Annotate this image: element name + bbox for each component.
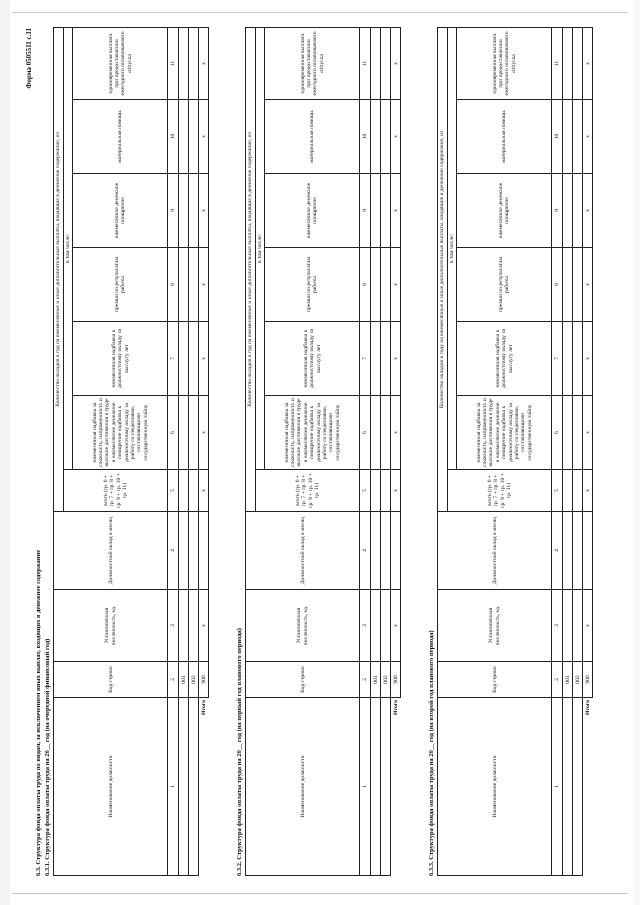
col-num: 4 — [552, 512, 563, 590]
total-mark: x — [199, 470, 209, 512]
cell[interactable] — [563, 27, 573, 99]
total-cell — [583, 512, 593, 590]
col-num: 5 — [168, 470, 179, 512]
total-code: 900 — [583, 662, 593, 698]
col-num: 10 — [360, 100, 371, 174]
cell[interactable] — [381, 396, 391, 470]
cell[interactable] — [573, 590, 583, 662]
col-staff-header: Установленная численность, ед. — [54, 590, 168, 662]
total-label: Итого — [584, 700, 591, 716]
col-salary-header: Должностной оклад в месяц — [246, 512, 360, 590]
col-num: 11 — [552, 27, 563, 99]
col-num: 5 — [552, 470, 563, 512]
col-num: 10 — [552, 100, 563, 174]
col-num: 3 — [360, 590, 371, 662]
col-7-header: ежемесячная надбавка к должностному окладу за выслугу лет — [457, 322, 552, 396]
col-11-header: единовременная выплата при предоставлении ежегодного оплачиваемого отпуска — [265, 27, 360, 99]
total-label: Итого — [392, 700, 399, 716]
cell[interactable] — [179, 100, 189, 174]
table-row — [189, 27, 199, 875]
cell-code: 002 — [573, 662, 583, 698]
cell[interactable] — [371, 174, 381, 248]
group-sub-header: в том числе: — [256, 27, 265, 469]
col-num: 1 — [168, 698, 179, 876]
block-2-table — [245, 27, 401, 876]
scan-top-line — [12, 12, 628, 13]
col-9-header: ежемесячное денежное поощрение — [265, 174, 360, 248]
col-name-header: Наименование должности — [246, 698, 360, 876]
cell[interactable] — [179, 470, 189, 512]
block-1-table — [53, 27, 209, 876]
cell[interactable] — [573, 248, 583, 322]
col-staff-header: Установленная численность, ед. — [246, 590, 360, 662]
cell[interactable] — [381, 470, 391, 512]
col-num: 2 — [360, 662, 371, 698]
total-mark: x — [391, 248, 401, 322]
cell[interactable] — [189, 174, 199, 248]
cell[interactable] — [189, 512, 199, 590]
cell[interactable] — [371, 322, 381, 396]
cell[interactable] — [563, 590, 573, 662]
total-mark: x — [199, 322, 209, 396]
col-num: 4 — [168, 512, 179, 590]
total-mark: x — [199, 27, 209, 99]
col-9-header: ежемесячное денежное поощрение — [457, 174, 552, 248]
cell-name[interactable] — [189, 698, 199, 876]
cell[interactable] — [371, 27, 381, 99]
cell[interactable] — [381, 248, 391, 322]
cell[interactable] — [563, 248, 573, 322]
cell[interactable] — [179, 27, 189, 99]
col-num: 6 — [168, 396, 179, 470]
cell[interactable] — [573, 512, 583, 590]
col-10-header: материальная помощь — [457, 100, 552, 174]
cell-name[interactable] — [563, 698, 573, 876]
total-code: 900 — [391, 662, 401, 698]
col-10-header: материальная помощь — [73, 100, 168, 174]
total-mark: x — [583, 100, 593, 174]
col-code-header: Код строки — [246, 662, 360, 698]
cell[interactable] — [189, 470, 199, 512]
col-num: 4 — [360, 512, 371, 590]
cell[interactable] — [573, 27, 583, 99]
cell[interactable] — [179, 590, 189, 662]
total-cell — [391, 512, 401, 590]
cell-code: 001 — [563, 662, 573, 698]
cell[interactable] — [189, 27, 199, 99]
col-11-header: единовременная выплата при предоставлении ежегодного оплачиваемого отпуска — [457, 27, 552, 99]
total-mark: x — [391, 27, 401, 99]
col-10-header: материальная помощь — [265, 100, 360, 174]
col-total-header: всего (гр. 6 + гр. 7 + гр. 8 + гр. 9 + гр. 10 + гр. 11) — [256, 470, 360, 512]
group-sub-header: в том числе: — [448, 27, 457, 469]
cell[interactable] — [189, 248, 199, 322]
cell[interactable] — [573, 100, 583, 174]
cell[interactable] — [573, 396, 583, 470]
total-mark: x — [391, 590, 401, 662]
scan-bottom-line — [12, 893, 628, 894]
total-mark: x — [199, 100, 209, 174]
cell[interactable] — [381, 100, 391, 174]
total-mark: x — [391, 100, 401, 174]
col-num: 6 — [360, 396, 371, 470]
col-num: 10 — [168, 100, 179, 174]
col-num: 9 — [360, 174, 371, 248]
section-title: 6.3. Структура фонда оплаты труда по видам, за исключением иных выплат, входящих в денежное содержание — [35, 549, 42, 876]
col-total-header: всего (гр. 6 + гр. 7 + гр. 8 + гр. 9 + гр. 10 + гр. 11) — [448, 470, 552, 512]
cell[interactable] — [563, 470, 573, 512]
col-6-header: ежемесячная надбавка за сложность, напряженность и высокие достижения в труде и ежемесячное денежное поощрение надбавка к должностному окладу за работу со сведениями, составляющими государственную тайну — [265, 396, 360, 470]
col-6-header: ежемесячная надбавка за сложность, напряженность и высокие достижения в труде и ежемесячное денежное поощрение надбавка к должностному окладу за работу со сведениями, составляющими государственную тайну — [457, 396, 552, 470]
table-row — [573, 27, 583, 875]
total-mark: x — [199, 396, 209, 470]
cell-name[interactable] — [371, 698, 381, 876]
cell-name[interactable] — [381, 698, 391, 876]
cell[interactable] — [573, 174, 583, 248]
table-row — [381, 27, 391, 875]
col-num: 3 — [168, 590, 179, 662]
col-num: 11 — [168, 27, 179, 99]
col-num: 3 — [552, 590, 563, 662]
col-code-header: Код строки — [438, 662, 552, 698]
cell[interactable] — [189, 322, 199, 396]
col-num: 6 — [552, 396, 563, 470]
cell[interactable] — [189, 100, 199, 174]
cell-code: 001 — [179, 662, 189, 698]
total-mark: x — [199, 174, 209, 248]
col-num: 7 — [360, 322, 371, 396]
cell[interactable] — [381, 512, 391, 590]
cell[interactable] — [573, 322, 583, 396]
cell-code: 001 — [371, 662, 381, 698]
col-num: 2 — [168, 662, 179, 698]
table-row — [563, 27, 573, 875]
cell[interactable] — [573, 470, 583, 512]
col-7-header: ежемесячная надбавка к должностному окладу за выслугу лет — [265, 322, 360, 396]
cell[interactable] — [371, 512, 381, 590]
group-header: Количество окладов в год на ежемесячные и иные дополнительные выплаты, входящие в денежное содержание, из — [54, 27, 64, 511]
cell[interactable] — [381, 174, 391, 248]
cell[interactable] — [371, 248, 381, 322]
total-mark: x — [583, 396, 593, 470]
total-mark: x — [583, 27, 593, 99]
col-8-header: премии по результатам работы — [265, 248, 360, 322]
col-num: 1 — [552, 698, 563, 876]
group-header: Количество окладов в год на ежемесячные и иные дополнительные выплаты, входящие в денежное содержание, из — [246, 27, 256, 511]
total-cell — [199, 512, 209, 590]
col-7-header: ежемесячная надбавка к должностному окладу за выслугу лет — [73, 322, 168, 396]
rotated-form-sheet — [25, 22, 615, 882]
cell[interactable] — [381, 322, 391, 396]
total-mark: x — [583, 590, 593, 662]
col-staff-header: Установленная численность, ед. — [438, 590, 552, 662]
total-mark: x — [391, 396, 401, 470]
col-num: 7 — [552, 322, 563, 396]
col-11-header: единовременная выплата при предоставлении ежегодного оплачиваемого отпуска — [73, 27, 168, 99]
scan-right-edge — [634, 0, 640, 905]
total-mark: x — [583, 174, 593, 248]
form-code: Форма 0505511 с.11 — [25, 28, 33, 89]
block-1-title: 6.3.1. Структура фонда оплаты труда на 20__ год (на очередной финансовый год) — [44, 638, 51, 876]
cell[interactable] — [563, 396, 573, 470]
col-num: 8 — [168, 248, 179, 322]
col-num: 7 — [168, 322, 179, 396]
col-num: 1 — [360, 698, 371, 876]
cell[interactable] — [179, 248, 189, 322]
cell[interactable] — [179, 512, 189, 590]
col-8-header: премии по результатам работы — [457, 248, 552, 322]
cell[interactable] — [179, 322, 189, 396]
cell[interactable] — [563, 174, 573, 248]
total-mark: x — [391, 470, 401, 512]
group-sub-header: в том числе: — [64, 27, 73, 469]
cell[interactable] — [371, 100, 381, 174]
cell[interactable] — [371, 396, 381, 470]
cell[interactable] — [563, 100, 573, 174]
cell-name[interactable] — [179, 698, 189, 876]
total-mark: x — [199, 590, 209, 662]
cell-name[interactable] — [573, 698, 583, 876]
block-2-title: 6.3.2. Структура фонда оплаты труда на 20__ год (на первый год планового периода) — [236, 628, 243, 876]
cell[interactable] — [189, 590, 199, 662]
total-mark: x — [583, 322, 593, 396]
scan-left-edge — [0, 0, 10, 905]
col-num: 5 — [360, 470, 371, 512]
block-3-title: 6.3.3. Структура фонда оплаты труда на 20__ год (на второй год планового периода) — [428, 630, 435, 876]
table-row — [371, 27, 381, 875]
total-code: 900 — [199, 662, 209, 698]
col-total-header: всего (гр. 6 + гр. 7 + гр. 8 + гр. 9 + гр. 10 + гр. 11) — [64, 470, 168, 512]
cell[interactable] — [189, 396, 199, 470]
col-code-header: Код строки — [54, 662, 168, 698]
col-num: 2 — [552, 662, 563, 698]
cell[interactable] — [371, 590, 381, 662]
total-row — [391, 27, 401, 875]
col-6-header: ежемесячная надбавка за сложность, напряженность и высокие достижения в труде и ежемесячное денежное поощрение надбавка к должностному окладу за работу со сведениями, составляющими государственную тайну — [73, 396, 168, 470]
cell[interactable] — [563, 512, 573, 590]
table-row — [179, 27, 189, 875]
col-8-header: премии по результатам работы — [73, 248, 168, 322]
cell[interactable] — [371, 470, 381, 512]
col-num: 9 — [168, 174, 179, 248]
col-num: 9 — [552, 174, 563, 248]
block-3-table — [437, 27, 593, 876]
total-mark: x — [391, 322, 401, 396]
cell-code: 002 — [189, 662, 199, 698]
cell[interactable] — [381, 590, 391, 662]
total-label: Итого — [200, 700, 207, 716]
cell[interactable] — [179, 396, 189, 470]
col-salary-header: Должностной оклад в месяц — [54, 512, 168, 590]
total-row — [583, 27, 593, 875]
cell[interactable] — [563, 322, 573, 396]
col-num: 11 — [360, 27, 371, 99]
col-9-header: ежемесячное денежное поощрение — [73, 174, 168, 248]
total-mark: x — [583, 248, 593, 322]
total-row — [199, 27, 209, 875]
col-num: 8 — [552, 248, 563, 322]
cell-code: 002 — [381, 662, 391, 698]
col-num: 8 — [360, 248, 371, 322]
total-mark: x — [583, 470, 593, 512]
total-mark: x — [199, 248, 209, 322]
cell[interactable] — [381, 27, 391, 99]
group-header: Количество окладов в году на ежемесячные и иные дополнительные выплаты, входящие в денежное содержание, из — [438, 27, 448, 511]
col-name-header: Наименование должности — [438, 698, 552, 876]
cell[interactable] — [179, 174, 189, 248]
col-name-header: Наименование должности — [54, 698, 168, 876]
total-mark: x — [391, 174, 401, 248]
col-salary-header: Должностной оклад в месяц — [438, 512, 552, 590]
